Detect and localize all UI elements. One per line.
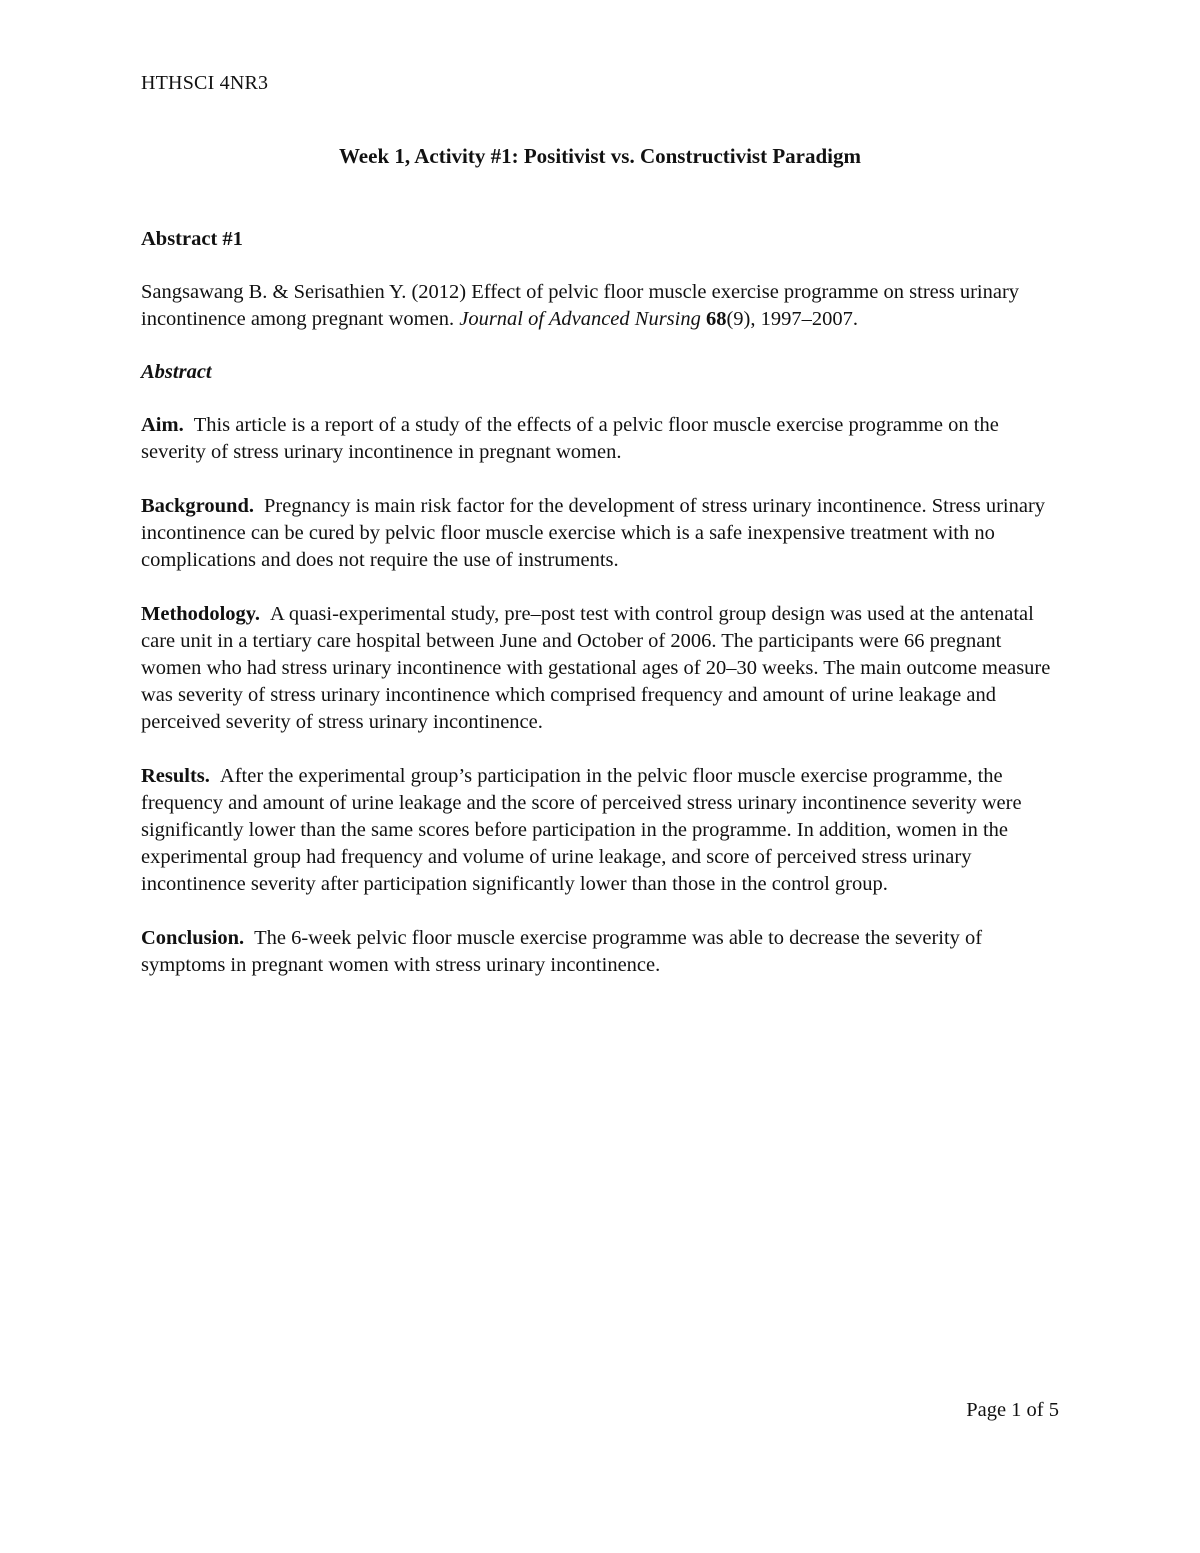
methodology-label: Methodology. [141, 603, 261, 625]
page-of: of [1026, 1399, 1044, 1421]
results-text: After the experimental group’s participation in the pelvic floor muscle exercise programme, the frequency and amount of urine leakage and the score of perceived stress urinary incontinence severity were significantly lower than the same scores before participation in the programme. In addition, women in the experimental group had frequency and volume of urine leakage, and score of perceived stress urinary incontinence severity after participation significantly lower than those in the control group. [141, 765, 1022, 895]
background-label: Background. [141, 495, 254, 517]
document-title: Week 1, Activity #1: Positivist vs. Constructivist Paradigm [338, 144, 862, 168]
background-paragraph [141, 493, 1061, 574]
results-paragraph [141, 763, 1061, 898]
methodology-text: A quasi-experimental study, pre–post test with control group design was used at the antenatal care unit in a tertiary care hospital between June and October of 2006. The participants were 66 pregnant women who had stress urinary incontinence with gestational ages of 20–30 weeks. The main outcome measure was severity of stress urinary incontinence which comprised frequency and amount of urine leakage and perceived severity of stress urinary incontinence. [141, 603, 1051, 733]
aim-label: Aim. [141, 414, 184, 436]
page-number-footer [966, 1399, 1059, 1422]
methodology-paragraph [141, 601, 1061, 736]
citation [141, 279, 1061, 333]
background-text: Pregnancy is main risk factor for the development of stress urinary incontinence. Stress urinary incontinence can be cured by pelvic floor muscle exercise which is a safe inexpensive treatment with no complications and does not require the use of instruments. [141, 495, 1046, 571]
abstract-label: Abstract [141, 361, 212, 383]
course-code-header: HTHSCI 4NR3 [141, 72, 269, 94]
citation-authors-title: Sangsawang B. & Serisathien Y. (2012) Effect of pelvic floor muscle exercise programme on stress urinary incontinence among pregnant women. [141, 281, 1020, 330]
conclusion-text: The 6-week pelvic floor muscle exercise programme was able to decrease the severity of symptoms in pregnant women with stress urinary incontinence. [141, 927, 983, 976]
aim-text: This article is a report of a study of the effects of a pelvic floor muscle exercise programme on the severity of stress urinary incontinence in pregnant women. [141, 414, 999, 463]
citation-volume: 68 [705, 308, 727, 330]
page-total: 5 [1048, 1399, 1059, 1421]
page-prefix: Page [966, 1399, 1007, 1421]
results-label: Results. [141, 765, 210, 787]
document-body [141, 226, 1061, 1006]
conclusion-label: Conclusion. [141, 927, 245, 949]
conclusion-paragraph [141, 925, 1061, 979]
page-number: 1 [1011, 1399, 1022, 1421]
abstract-number-heading: Abstract #1 [141, 228, 243, 250]
aim-paragraph [141, 412, 1061, 466]
citation-issue-pages: (9), 1997–2007. [726, 308, 859, 330]
citation-journal: Journal of Advanced Nursing [459, 308, 701, 330]
